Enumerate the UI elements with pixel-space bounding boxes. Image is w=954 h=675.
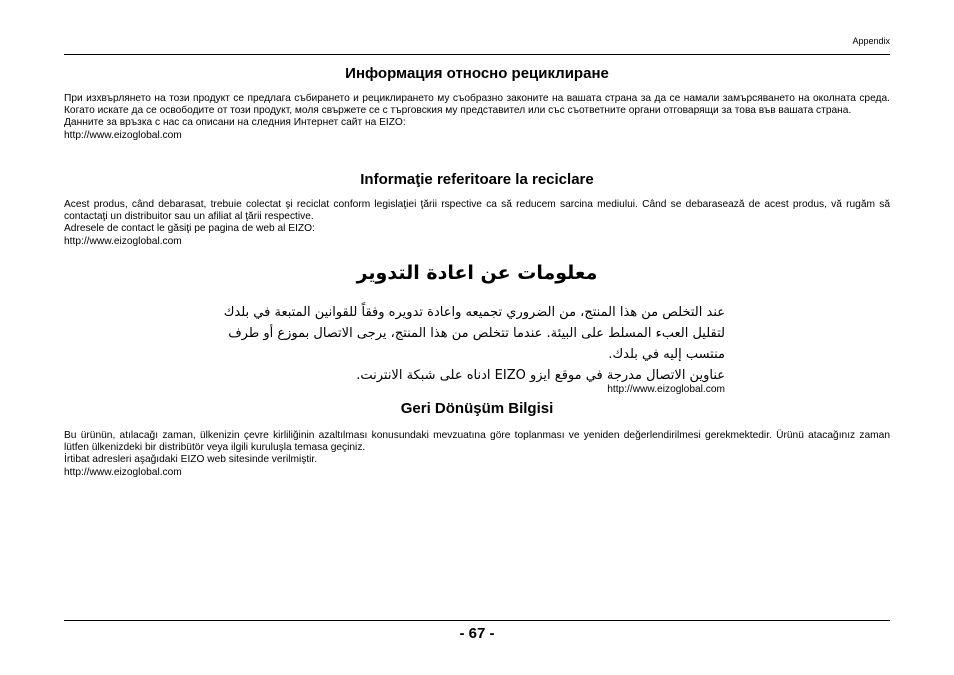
contact-line: عناوين الاتصال مدرجة في موقع ايزو EIZO ادناه على شبكة الانترنت. <box>356 368 725 383</box>
section-arabic <box>64 262 890 405</box>
contact-line: Данните за връзка с нас са описани на следния Интернет сайт на EIZO: <box>64 117 406 129</box>
section-body <box>64 199 890 248</box>
bottom-divider <box>64 620 890 621</box>
section-paragraph: عند التخلص من هذا المنتج، من الضروري تجميعه واعادة تدويره وفقاً للقوانين المتبعة في بلدك لتقليل العبء المسلط على البيئة. عندما تتخلص من هذا المنتج، يرجى الاتصال بموزع أو طرف منتسب إليه في بلدك. <box>223 305 725 362</box>
section-body <box>64 430 890 479</box>
page-number: - 67 - <box>459 625 495 642</box>
section-paragraph: Bu ürünün, atılacağı zaman, ülkenizin çevre kirliliğinin azaltılması konusundaki mevzuatına göre toplanması ve yeniden değerlendirilmesi gerekmektedir. Ürünü atacağınız zaman lütfen ülkenizdeki bir distribütör veya ilgili kuruluşla temasa geçiniz. <box>64 430 890 454</box>
contact-line: İrtibat adresleri aşağıdaki EIZO web sitesinde verilmiştir. <box>64 454 318 466</box>
section-title: Geri Dönüşüm Bilgisi <box>400 400 554 417</box>
section-turkish <box>64 400 890 479</box>
section-paragraph: Acest produs, când debarasat, trebuie colectat şi reciclat conform legislaţiei ţării rspective ca să reducem sarcina mediului. Când se debarasează de acest produs, vă rugăm să contactaţi un distribuitor sau un afiliat al ţării respective. <box>64 199 890 223</box>
contact-line: Adresele de contact le găsiţi pe pagina de web al EIZO: <box>64 223 315 235</box>
website-link[interactable]: http://www.eizoglobal.com <box>607 384 725 395</box>
top-divider <box>64 54 890 55</box>
section-body <box>64 93 890 142</box>
running-header: Appendix <box>852 36 890 46</box>
section-title: معلومات عن اعادة التدوير <box>356 262 598 284</box>
website-link[interactable]: http://www.eizoglobal.com <box>64 466 182 478</box>
section-body <box>64 302 890 386</box>
website-link[interactable]: http://www.eizoglobal.com <box>64 235 182 247</box>
section-title: Информация относно рециклиране <box>345 65 609 82</box>
section-bulgarian <box>64 65 890 142</box>
section-romanian <box>64 171 890 248</box>
section-title: Informaţie referitoare la reciclare <box>360 171 594 188</box>
section-paragraph: При изхвърлянето на този продукт се предлага събирането и рециклирането му съобразно законите на вашата страна за да се намали замърсяването на околната среда. Когато искате да се освободите от този продукт, моля свържете се с търговския му представител или със съответните органи отговарящи за това във вашата страна. <box>64 93 890 117</box>
website-link[interactable]: http://www.eizoglobal.com <box>64 129 182 141</box>
